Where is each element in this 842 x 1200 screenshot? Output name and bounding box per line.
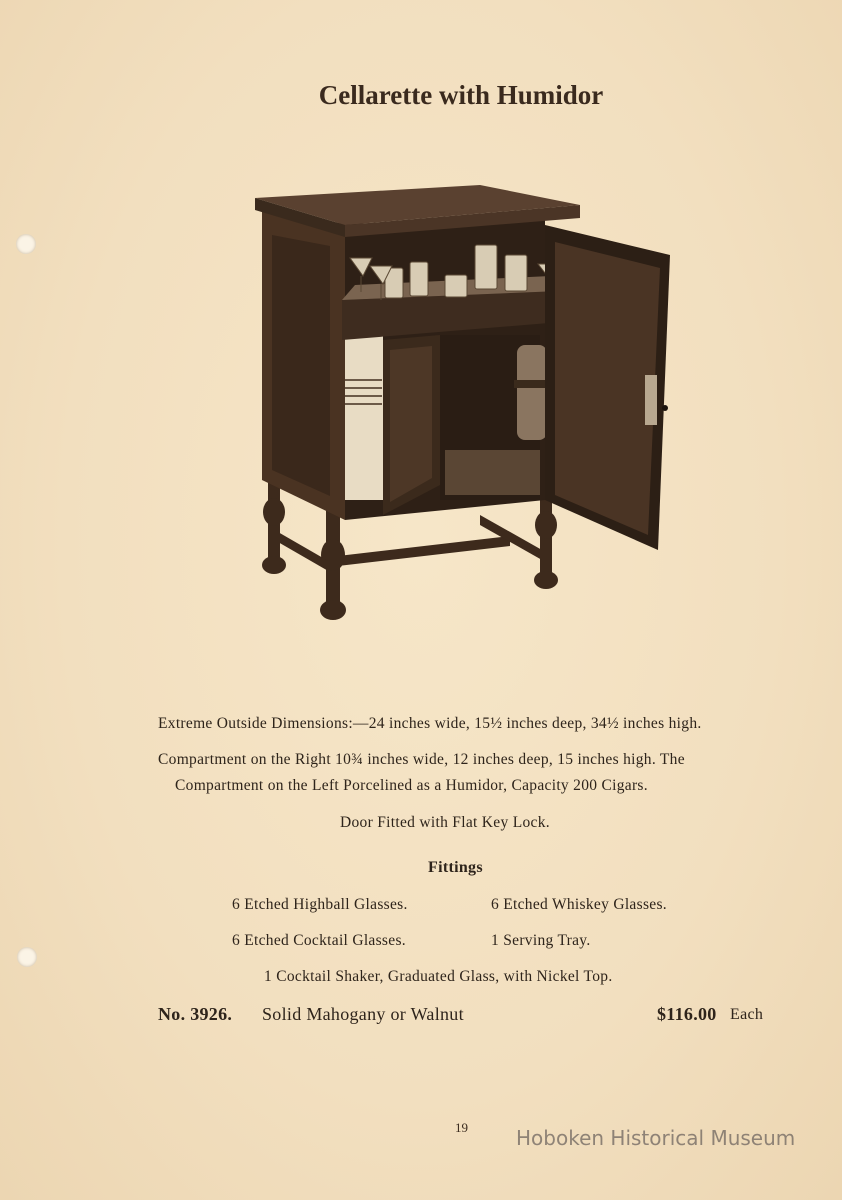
page-number: 19 bbox=[455, 1120, 468, 1135]
compartment-text-line2: Compartment on the Left Porcelined as a Humidor, Capacity 200 Cigars. bbox=[175, 777, 648, 794]
fitting-item: 6 Etched Highball Glasses. bbox=[232, 896, 408, 913]
punch-hole-bottom bbox=[17, 947, 37, 967]
product-material: Solid Mahogany or Walnut bbox=[262, 1004, 464, 1024]
dimensions-text: Extreme Outside Dimensions:—24 inches wide, 15½ inches deep, 34½ inches high. bbox=[158, 715, 702, 732]
door-text: Door Fitted with Flat Key Lock. bbox=[340, 814, 550, 831]
product-price: $116.00 bbox=[657, 1004, 717, 1024]
fittings-heading: Fittings bbox=[428, 859, 483, 876]
product-unit: Each bbox=[730, 1006, 764, 1023]
compartment-text-line1: Compartment on the Right 10¾ inches wide, 12 inches deep, 15 inches high. The bbox=[158, 751, 685, 768]
fitting-item: 6 Etched Cocktail Glasses. bbox=[232, 932, 406, 949]
fitting-item: 1 Cocktail Shaker, Graduated Glass, with Nickel Top. bbox=[264, 968, 613, 985]
product-number: No. 3926. bbox=[158, 1004, 233, 1024]
fitting-item: 1 Serving Tray. bbox=[491, 932, 591, 949]
punch-hole-top bbox=[16, 234, 36, 254]
fitting-item: 6 Etched Whiskey Glasses. bbox=[491, 896, 667, 913]
museum-watermark: Hoboken Historical Museum bbox=[516, 1126, 796, 1150]
page-title: Cellarette with Humidor bbox=[318, 80, 604, 110]
cellarette-cabinet-illustration bbox=[250, 180, 680, 630]
